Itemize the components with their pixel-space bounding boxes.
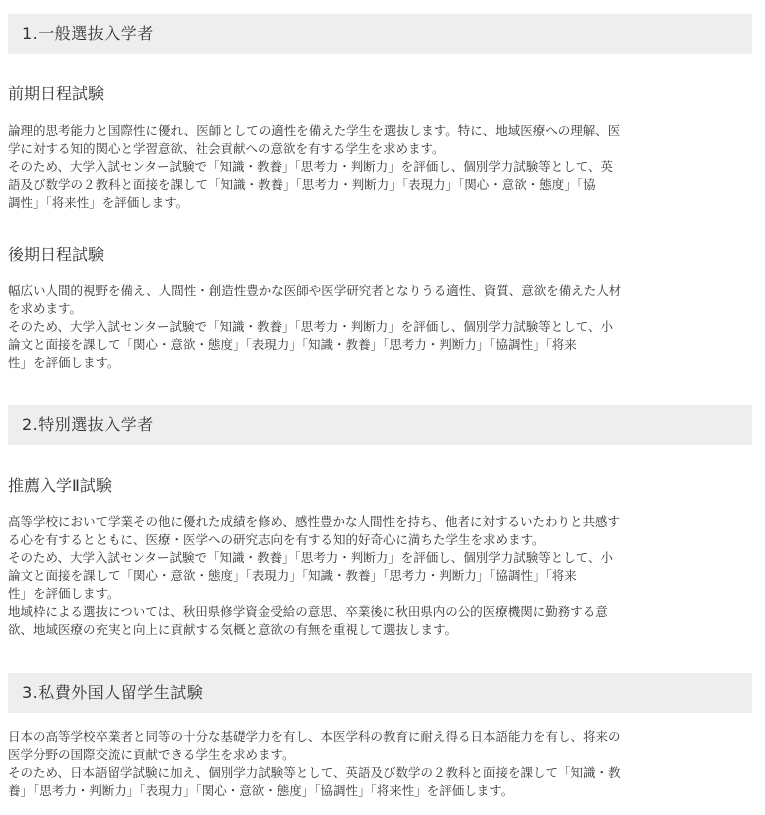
text-line: 日本の高等学校卒業者と同等の十分な基礎学力を有し、本医学科の教育に耐え得る日本語能力を有し、将来の xyxy=(8,729,621,744)
paragraph-first-term xyxy=(8,122,752,212)
paragraph-second-term xyxy=(8,282,752,372)
text-line: を求めます。 xyxy=(8,301,83,316)
text-line: 幅広い人間的視野を備え、人間性・創造性豊かな医師や医学研究者となりうる適性、資質、意欲を備えた人材 xyxy=(8,283,622,298)
text-line: る心を有するとともに、医療・医学への研究志向を有する知的好奇心に満ちた学生を求めます。 xyxy=(8,532,545,547)
text-line: そのため、大学入試センター試験で「知識・教養」「思考力・判断力」を評価し、個別学力試験等として、英 xyxy=(8,159,614,174)
text-line: 調性」「将来性」を評価します。 xyxy=(8,195,189,210)
text-line: 地域枠による選抜については、秋田県修学資金受給の意思、卒業後に秋田県内の公的医療機関に勤務する意 xyxy=(8,604,608,619)
text-line: 語及び数学の２教科と面接を課して「知識・教養」「思考力・判断力」「表現力」「関心・意欲・態度」「協 xyxy=(8,177,596,192)
text-line: そのため、日本語留学試験に加え、個別学力試験等として、英語及び数学の２教科と面接を課して「知識・教 xyxy=(8,765,621,780)
text-line: 論理的思考能力と国際性に優れ、医師としての適性を備えた学生を選抜します。特に、地域医療への理解、医 xyxy=(8,123,621,138)
paragraph-recommendation xyxy=(8,513,752,639)
section-heading-special: 2.特別選抜入学者 xyxy=(8,405,752,445)
text-line: 性」を評価します。 xyxy=(8,355,120,370)
text-line: そのため、大学入試センター試験で「知識・教養」「思考力・判断力」を評価し、個別学力試験等として、小 xyxy=(8,319,614,334)
subheading-recommendation: 推薦入学Ⅱ試験 xyxy=(8,476,112,495)
section-heading-general: 1.一般選抜入学者 xyxy=(8,14,752,54)
text-line: 高等学校において学業その他に優れた成績を修め、感性豊かな人間性を持ち、他者に対するいたわりと共感す xyxy=(8,514,621,529)
text-line: 養」「思考力・判断力」「表現力」「関心・意欲・態度」「協調性」「将来性」を評価します。 xyxy=(8,783,514,798)
text-line: 学に対する知的関心と学習意欲、社会貢献への意欲を有する学生を求めます。 xyxy=(8,141,445,156)
text-line: 論文と面接を課して「関心・意欲・態度」「表現力」「知識・教養」「思考力・判断力」「協調性」「将来 xyxy=(8,337,577,352)
text-line: そのため、大学入試センター試験で「知識・教養」「思考力・判断力」を評価し、個別学力試験等として、小 xyxy=(8,550,614,565)
text-line: 論文と面接を課して「関心・意欲・態度」「表現力」「知識・教養」「思考力・判断力」「協調性」「将来 xyxy=(8,568,577,583)
subheading-first-term: 前期日程試験 xyxy=(8,84,105,103)
text-line: 医学分野の国際交流に貢献できる学生を求めます。 xyxy=(8,747,295,762)
text-line: 欲、地域医療の充実と向上に貢献する気概と意欲の有無を重視して選抜します。 xyxy=(8,622,458,637)
subheading-second-term: 後期日程試験 xyxy=(8,245,105,264)
text-line: 性」を評価します。 xyxy=(8,586,120,601)
paragraph-international xyxy=(8,728,752,800)
section-heading-international: 3.私費外国人留学生試験 xyxy=(8,673,752,713)
